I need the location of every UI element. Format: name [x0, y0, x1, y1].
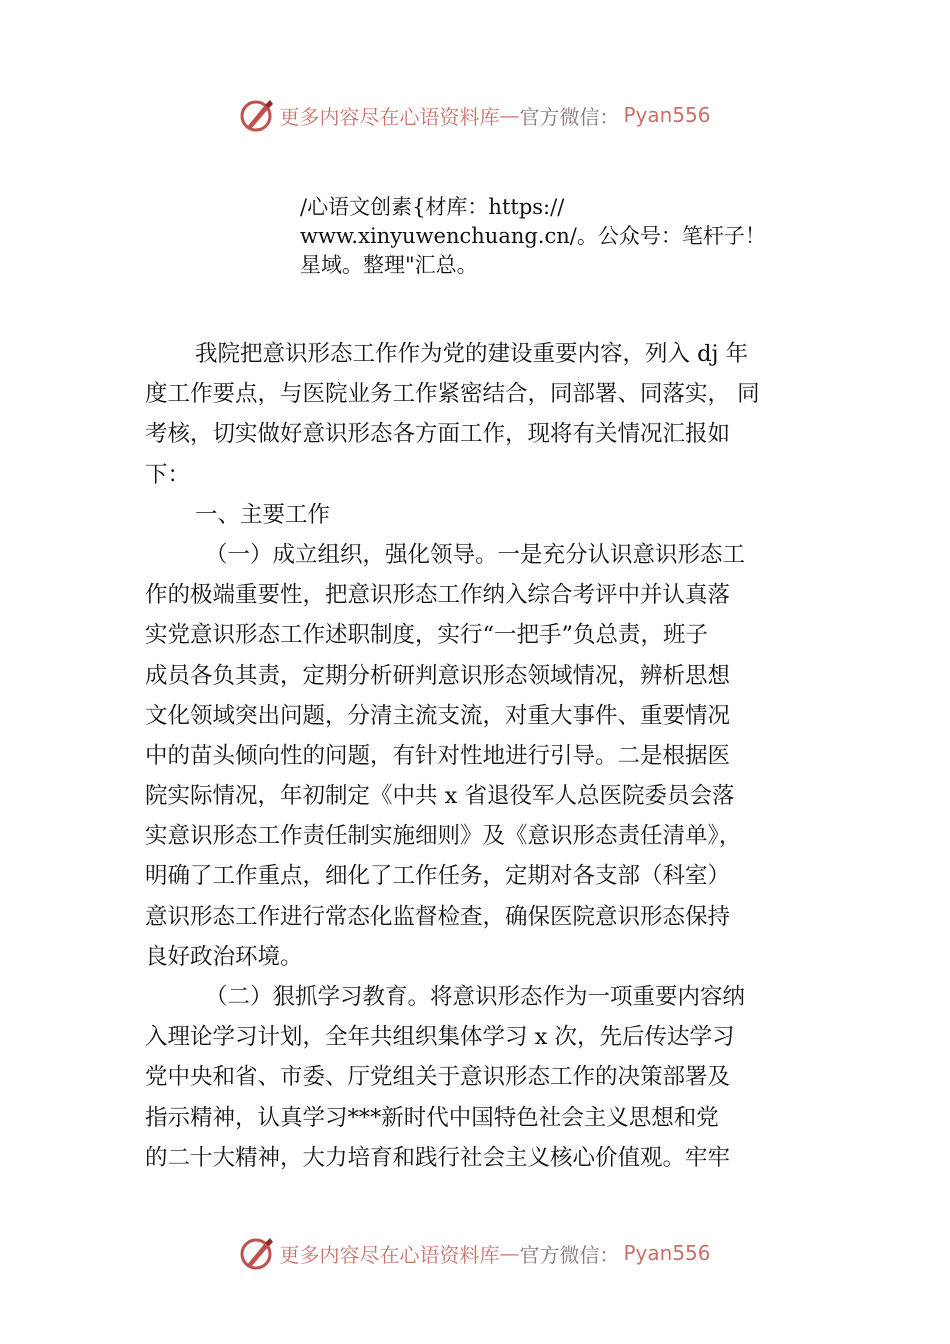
source-note-line: www.xinyuwenchuang.cn/。公众号：笔杆子！	[300, 224, 766, 248]
body-line: 的二十大精神，大力培育和践行社会主义核心价值观。牢牢	[145, 1144, 731, 1171]
banner-wechat-label: 官方微信：	[519, 104, 620, 129]
body-line: 我院把意识形态工作作为党的建设重要内容，列入 dj 年	[195, 341, 749, 367]
body-line: 党中央和省、市委、厅党组关于意识形态工作的决策部署及	[145, 1064, 731, 1091]
source-note-line: /心语文创素{材库：https://	[300, 195, 565, 219]
banner-wechat-id: Pyan556	[623, 103, 711, 127]
body-line: （二）狠抓学习教育。将意识形态作为一项重要内容纳	[205, 984, 746, 1010]
body-line: 度工作要点，与医院业务工作紧密结合，同部署、同落实， 同	[145, 381, 760, 408]
source-note	[300, 193, 820, 280]
body-line: 作的极端重要性，把意识形态工作纳入综合考评中并认真落	[145, 582, 731, 609]
source-note-line: 星域。整理"汇总。	[300, 253, 478, 277]
body-line: 成员各负其责，定期分析研判意识形态领域情况，辨析思想	[145, 662, 731, 689]
pen-logo-icon	[239, 1235, 275, 1271]
banner-text: 更多内容尽在心语资料库	[279, 1242, 500, 1267]
body-line: 考核，切实做好意识形态各方面工作，现将有关情况汇报如	[145, 421, 731, 448]
body-line: （一）成立组织，强化领导。一是充分认识意识形态工	[205, 541, 746, 568]
body-line: 实意识形态工作责任制实施细则》及《意识形态责任清单》，	[145, 823, 742, 850]
footer-banner	[0, 1233, 950, 1273]
section-heading: 一、主要工作	[195, 501, 331, 528]
document-body	[145, 334, 825, 1178]
body-line: 实党意识形态工作述职制度，实行“一把手”负总责，班子	[145, 622, 709, 649]
body-line: 意识形态工作进行常态化监督检查，确保医院意识形态保持	[145, 903, 731, 930]
banner-separator: —	[499, 103, 520, 127]
banner-text: 更多内容尽在心语资料库	[279, 104, 500, 129]
body-line: 指示精神，认真学习***新时代中国特色社会主义思想和党	[145, 1104, 719, 1131]
body-line: 院实际情况，年初制定《中共 x 省退役军人总医院委员会落	[145, 783, 735, 810]
body-line: 文化领域突出问题，分清主流支流，对重大事件、重要情况	[145, 702, 731, 729]
body-line: 明确了工作重点，细化了工作任务，定期对各支部（科室）	[145, 863, 731, 890]
banner-wechat-id: Pyan556	[623, 1241, 711, 1265]
body-line: 良好政治环境。	[145, 943, 303, 970]
body-line: 下：	[145, 461, 191, 488]
pen-logo-icon	[239, 97, 275, 133]
body-line: 入理论学习计划，全年共组织集体学习 x 次，先后传达学习	[145, 1024, 735, 1051]
banner-wechat-label: 官方微信：	[519, 1242, 620, 1267]
header-banner	[0, 95, 950, 135]
banner-separator: —	[499, 1241, 520, 1265]
body-line: 中的苗头倾向性的问题，有针对性地进行引导。二是根据医	[145, 742, 731, 769]
